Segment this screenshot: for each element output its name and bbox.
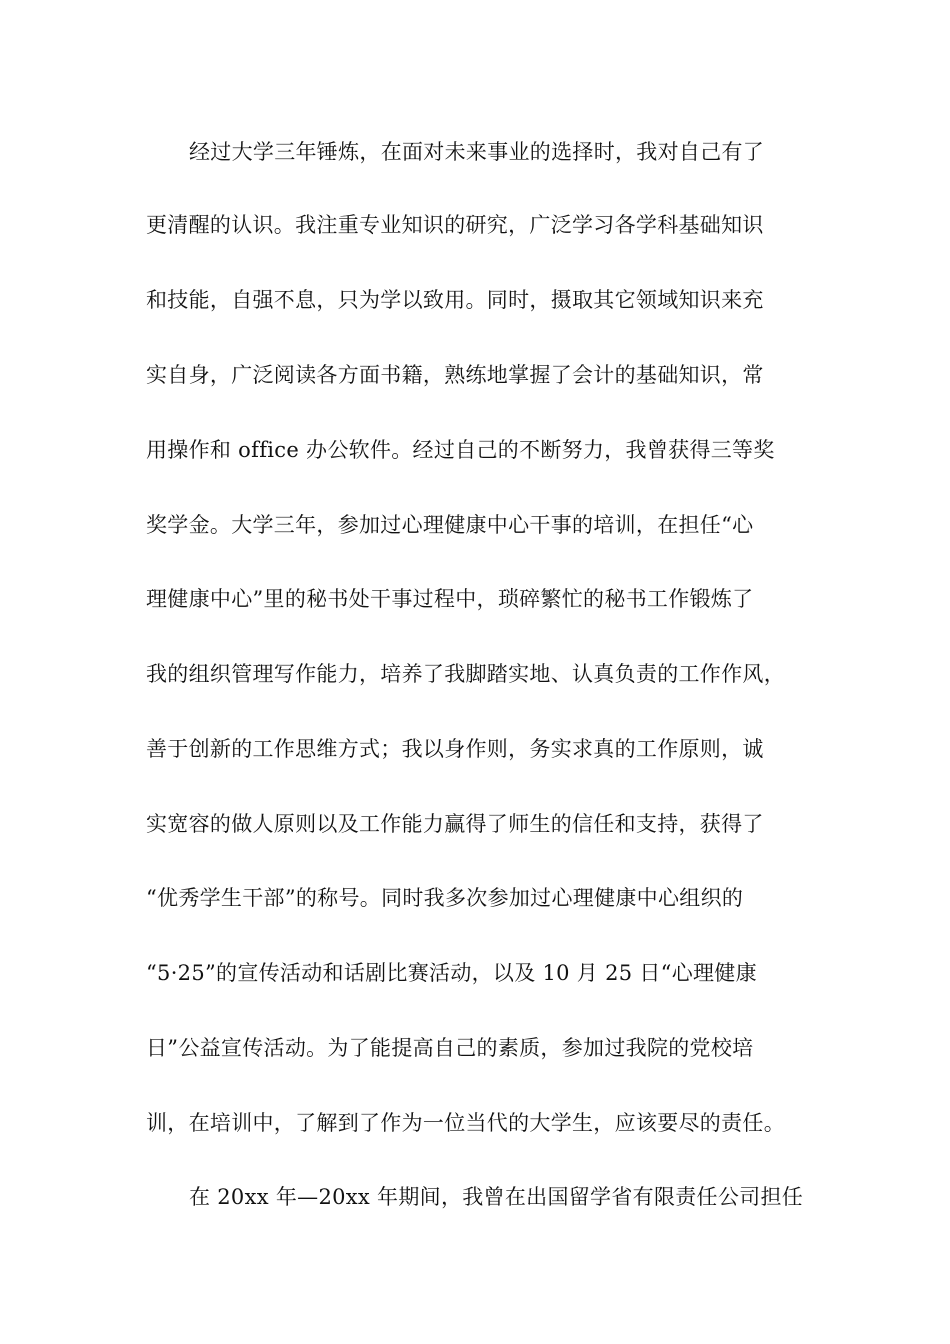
paragraph-1-line-8: 我的组织管理写作能力，培养了我脚踏实地、认真负责的工作作风， [146,662,785,686]
paragraph-2-line-1: 在 20xx 年—20xx 年期间，我曾在出国留学省有限责任公司担任 [189,1185,804,1209]
paragraph-1-line-12: “5·25”的宣传活动和话剧比赛活动，以及 10 月 25 日“心理健康 [146,961,757,985]
paragraph-1-line-13: 日”公益宣传活动。为了能提高自己的素质，参加过我院的党校培 [146,1036,754,1060]
paragraph-1-line-14: 训，在培训中，了解到了作为一位当代的大学生，应该要尽的责任。 [146,1111,785,1135]
paragraph-1-line-5: 用操作和 office 办公软件。经过自己的不断努力，我曾获得三等奖 [146,438,775,462]
paragraph-1-line-2: 更清醒的认识。我注重专业知识的研究，广泛学习各学科基础知识 [146,213,764,237]
paragraph-1-line-1: 经过大学三年锤炼，在面对未来事业的选择时，我对自己有了 [189,140,765,164]
paragraph-1-line-9: 善于创新的工作思维方式；我以身作则，务实求真的工作原则，诚 [146,737,764,761]
paragraph-1-line-3: 和技能，自强不息，只为学以致用。同时，摄取其它领域知识来充 [146,288,764,312]
paragraph-1-line-10: 实宽容的做人原则以及工作能力赢得了师生的信任和支持，获得了 [146,812,764,836]
paragraph-1-line-11: “优秀学生干部”的称号。同时我多次参加过心理健康中心组织的 [146,886,744,910]
paragraph-1-line-7: 理健康中心”里的秘书处干事过程中，琐碎繁忙的秘书工作锻炼了 [146,587,754,611]
paragraph-1-line-6: 奖学金。大学三年，参加过心理健康中心干事的培训，在担任“心 [146,513,754,537]
paragraph-1-line-4: 实自身，广泛阅读各方面书籍，熟练地掌握了会计的基础知识，常 [146,363,764,387]
